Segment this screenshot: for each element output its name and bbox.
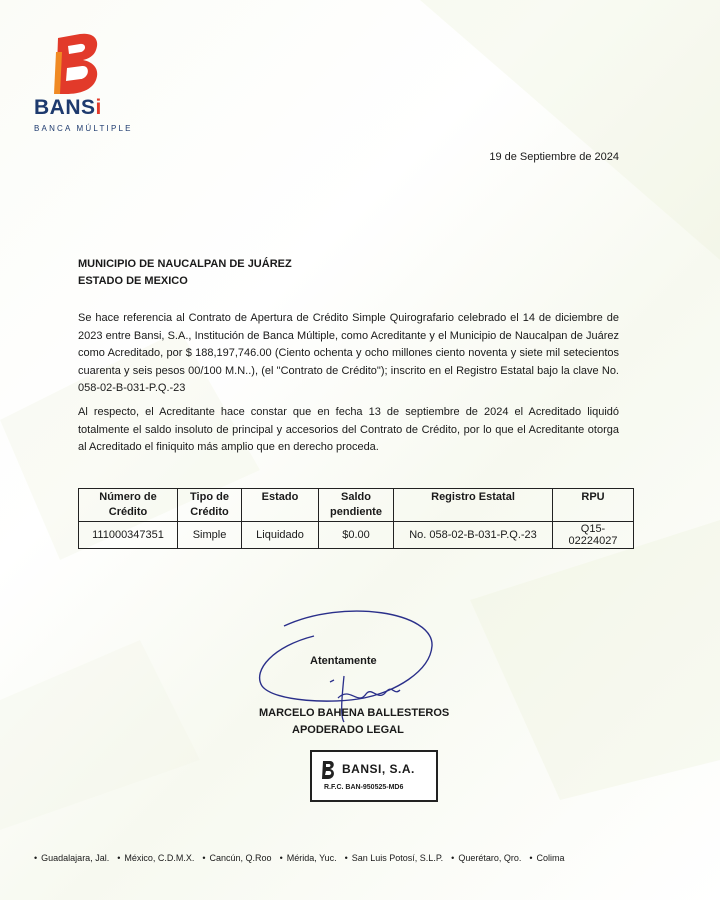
signer-title: APODERADO LEGAL [292, 724, 404, 736]
body-paragraph-2: Al respecto, el Acreditante hace constar que en fecha 13 de septiembre de 2024 el Acreditado liquidó totalmente el saldo insoluto de principal y accesorios del Contrato de Crédito, por lo que el Acreditante otorga al Acreditado el finiquito más amplio que en derecho proceda. [78, 406, 619, 453]
footer-location: • México, C.D.M.X. [117, 853, 195, 863]
stamp-company-name: BANSI, S.A. [342, 762, 415, 776]
footer-location: • San Luis Potosí, S.L.P. [344, 853, 444, 863]
recipient-line-2: ESTADO DE MEXICO [78, 275, 188, 287]
credit-table [78, 488, 634, 549]
cell-tipo-credito: Simple [178, 522, 242, 549]
brand-subtitle: BANCA MÚLTIPLE [34, 124, 133, 133]
header-estado: Estado [242, 489, 319, 522]
footer-location: • Cancún, Q.Roo [202, 853, 272, 863]
cell-registro-estatal: No. 058-02-B-031-P.Q.-23 [394, 522, 553, 549]
footer-location: • Guadalajara, Jal. [34, 853, 110, 863]
cell-estado: Liquidado [242, 522, 319, 549]
cell-numero-credito: 111000347351 [79, 522, 178, 549]
bansi-b-logo-icon [50, 32, 104, 96]
stamp-rfc: R.F.C. BAN-950525-MD6 [324, 784, 404, 791]
footer-location: • Colima [529, 853, 565, 863]
closing-text: Atentamente [310, 655, 377, 667]
table-row [79, 522, 634, 549]
recipient-line-1: MUNICIPIO DE NAUCALPAN DE JUÁREZ [78, 258, 292, 270]
bansi-b-logo-icon [320, 760, 336, 780]
header-numero-credito: Número de Crédito [79, 489, 178, 522]
footer-location: • Mérida, Yuc. [279, 853, 337, 863]
cell-rpu: Q15-02224027 [553, 522, 634, 549]
header-registro-estatal: Registro Estatal [394, 489, 553, 522]
header-rpu: RPU [553, 489, 634, 522]
company-stamp [310, 750, 438, 802]
header-tipo-credito: Tipo de Crédito [178, 489, 242, 522]
recipient-block [78, 256, 292, 290]
cell-saldo-pendiente: $0.00 [319, 522, 394, 549]
table-header-row [79, 489, 634, 522]
letter-date: 19 de Septiembre de 2024 [489, 151, 619, 163]
header-saldo-pendiente: Saldo pendiente [319, 489, 394, 522]
body-paragraph-1: Se hace referencia al Contrato de Apertura de Crédito Simple Quirografario celebrado el 14 de diciembre de 2023 entre Bansi, S.A., Institución de Banca Múltiple, como Acreditante y el Municipio de Naucalpan de Juárez como Acreditado, por $ 188,197,746.00 (Ciento ochenta y ocho millones ciento noventa y siete mil setecientos cuarenta y seis pesos 00/100 M.N..), (el "Contrato de Crédito"); inscrito en el Registro Estatal bajo la clave No. 058-02-B-031-P.Q.-23 [78, 312, 619, 394]
signer-name: MARCELO BAHENA BALLESTEROS [259, 707, 450, 719]
brand-name: BANSi [34, 96, 102, 119]
footer-location: • Querétaro, Qro. [451, 853, 522, 863]
footer-locations [34, 853, 694, 863]
